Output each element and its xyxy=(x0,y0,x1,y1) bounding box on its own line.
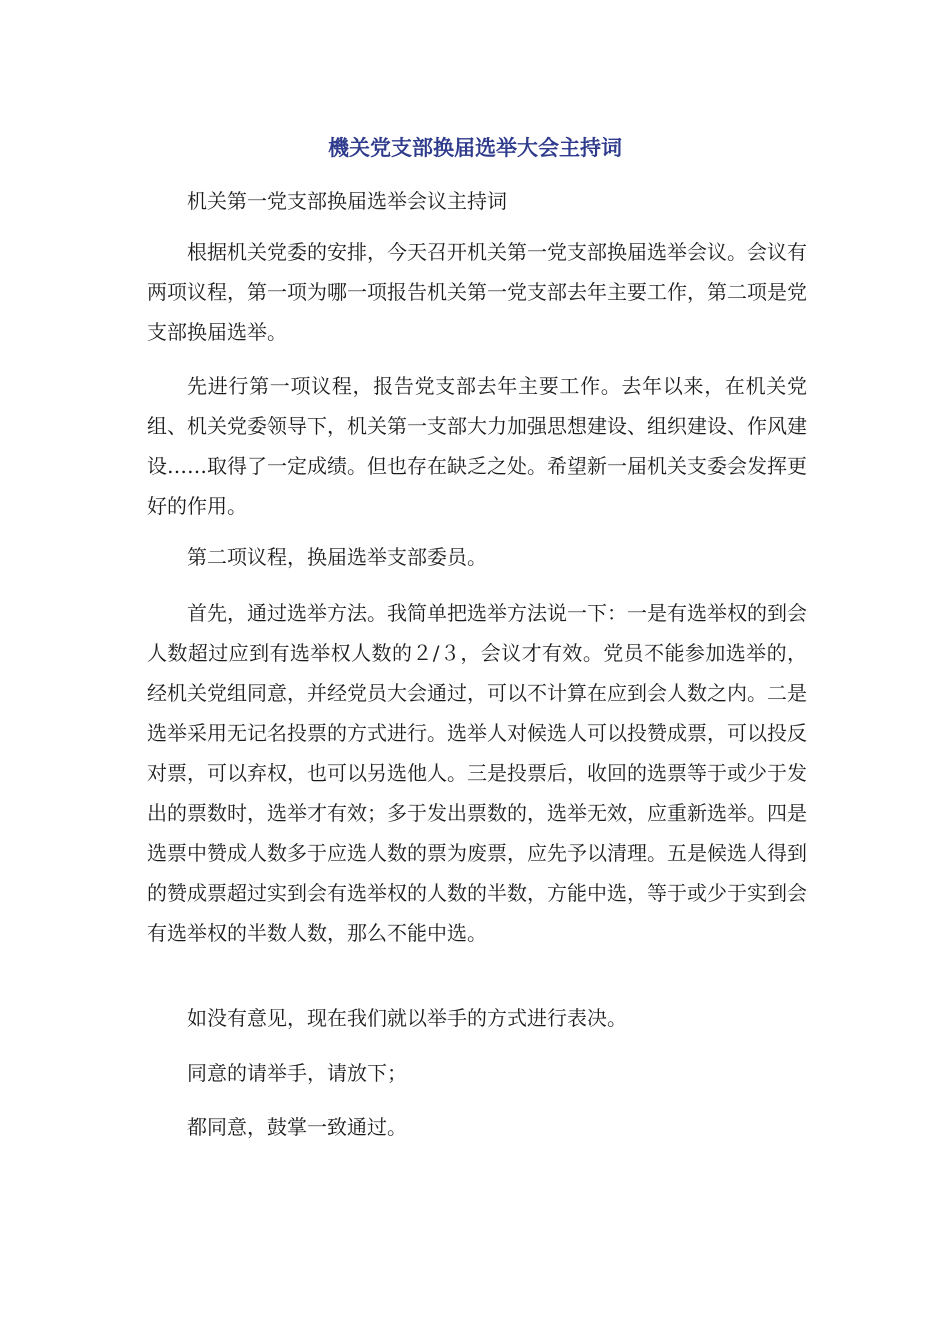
election-method-paragraph: 首先，通过选举方法。我简单把选举方法说一下：一是有选举权的到会人数超过应到有选举权人数的２/３，会议才有效。党员不能参加选举的，经机关党组同意，并经党员大会通过，可以不计算在应到会人数之内。二是选举采用无记名投票的方式进行。选举人对候选人可以投赞成票，可以投反对票，可以弃权，也可以另选他人。三是投票后，收回的选票等于或少于发出的票数时，选举才有效；多于发出票数的，选举无效，应重新选举。四是选票中赞成人数多于应选人数的票为废票，应先予以清理。五是候选人得到的赞成票超过实到会有选举权的人数的半数，方能中选，等于或少于实到会有选举权的半数人数，那么不能中选。 xyxy=(147,601,807,945)
approval-paragraph: 都同意，鼓掌一致通过。 xyxy=(187,1115,407,1139)
agenda-two-paragraph: 第二项议程，换届选举支部委员。 xyxy=(187,545,487,569)
subtitle-paragraph: 机关第一党支部换届选举会议主持词 xyxy=(187,189,507,213)
raise-hands-paragraph: 同意的请举手，请放下； xyxy=(187,1061,407,1085)
document-title: 機关党支部换届选举大会主持词 xyxy=(328,136,622,160)
vote-call-paragraph: 如没有意见，现在我们就以举手的方式进行表决。 xyxy=(187,1006,627,1030)
intro-paragraph: 根据机关党委的安排，今天召开机关第一党支部换届选举会议。会议有两项议程，第一项为哪一项报告机关第一党支部去年主要工作，第二项是党支部换届选举。 xyxy=(147,240,807,344)
agenda-one-paragraph: 先进行第一项议程，报告党支部去年主要工作。去年以来，在机关党组、机关党委领导下，机关第一支部大力加强思想建设、组织建设、作风建设……取得了一定成绩。但也存在缺乏之处。希望新一届机关支委会发挥更好的作用。 xyxy=(147,374,807,518)
